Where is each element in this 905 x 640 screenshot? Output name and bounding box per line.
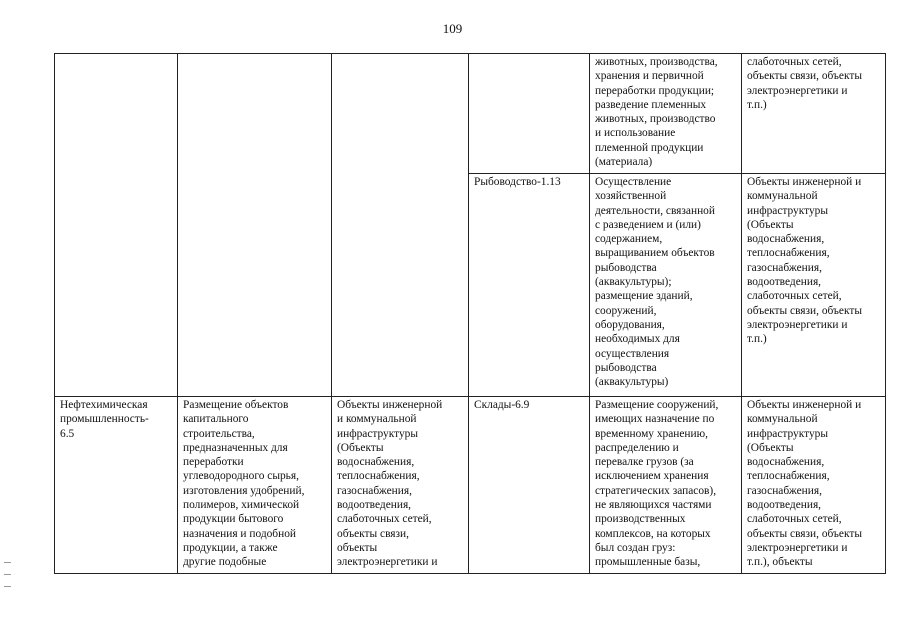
table-cell-aux-use <box>469 54 590 174</box>
table-row <box>55 397 886 574</box>
page-number: 109 <box>442 21 463 36</box>
margin-mark <box>4 562 11 563</box>
table-cell-aux-use-description: Осуществление хозяйственной деятельности, связанной с разведением и (или) содержанием, выращиванием объектов рыбоводства (аквакультуры); размещение зданий, сооружений, оборудования, необходимых для осуществления рыбоводства (аквакультуры) <box>590 174 742 397</box>
table-cell-aux-use: Склады-6.9 <box>469 397 590 574</box>
table-cell-aux-use-infrastructure: Объекты инженерной и коммунальной инфраструктуры (Объекты водоснабжения, теплоснабжения, газоснабжения, водоотведения, слаботочных сетей, объекты связи, объекты электроэнергетики и т.п.) <box>742 174 886 397</box>
table-cell-aux-use-infrastructure: слаботочных сетей, объекты связи, объекты электроэнергетики и т.п.) <box>742 54 886 174</box>
table-cell-aux-use-infrastructure: Объекты инженерной и коммунальной инфраструктуры (Объекты водоснабжения, теплоснабжения, газоснабжения, водоотведения, слаботочных сетей, объекты связи, объекты электроэнергетики и т.п.), объекты <box>742 397 886 574</box>
table-cell-main-use <box>55 54 178 397</box>
table-cell-main-use-description <box>178 54 332 397</box>
table-cell-main-use-infrastructure <box>332 54 469 397</box>
table-cell-aux-use: Рыбоводство-1.13 <box>469 174 590 397</box>
table-row <box>55 54 886 174</box>
table-cell-main-use-infrastructure: Объекты инженерной и коммунальной инфраструктуры (Объекты водоснабжения, теплоснабжения, газоснабжения, водоотведения, слаботочных сетей, объекты связи, объекты электроэнергетики и <box>332 397 469 574</box>
zoning-table <box>54 53 886 574</box>
margin-mark <box>4 586 11 587</box>
margin-mark <box>4 574 11 575</box>
table-cell-main-use-description: Размещение объектов капитального строительства, предназначенных для переработки углеводородного сырья, изготовления удобрений, полимеров, химической продукции бытового назначения и подобной продукции, а также другие подобные <box>178 397 332 574</box>
table-cell-aux-use-description: Размещение сооружений, имеющих назначение по временному хранению, распределению и перевалке грузов (за исключением хранения стратегических запасов), не являющихся частями производственных комплексов, на которых был создан груз: промышленные базы, <box>590 397 742 574</box>
table-cell-aux-use-description: животных, производства, хранения и первичной переработки продукции; разведение племенных животных, производство и использование племенной продукции (материала) <box>590 54 742 174</box>
table-cell-main-use: Нефтехимическая промышленность- 6.5 <box>55 397 178 574</box>
